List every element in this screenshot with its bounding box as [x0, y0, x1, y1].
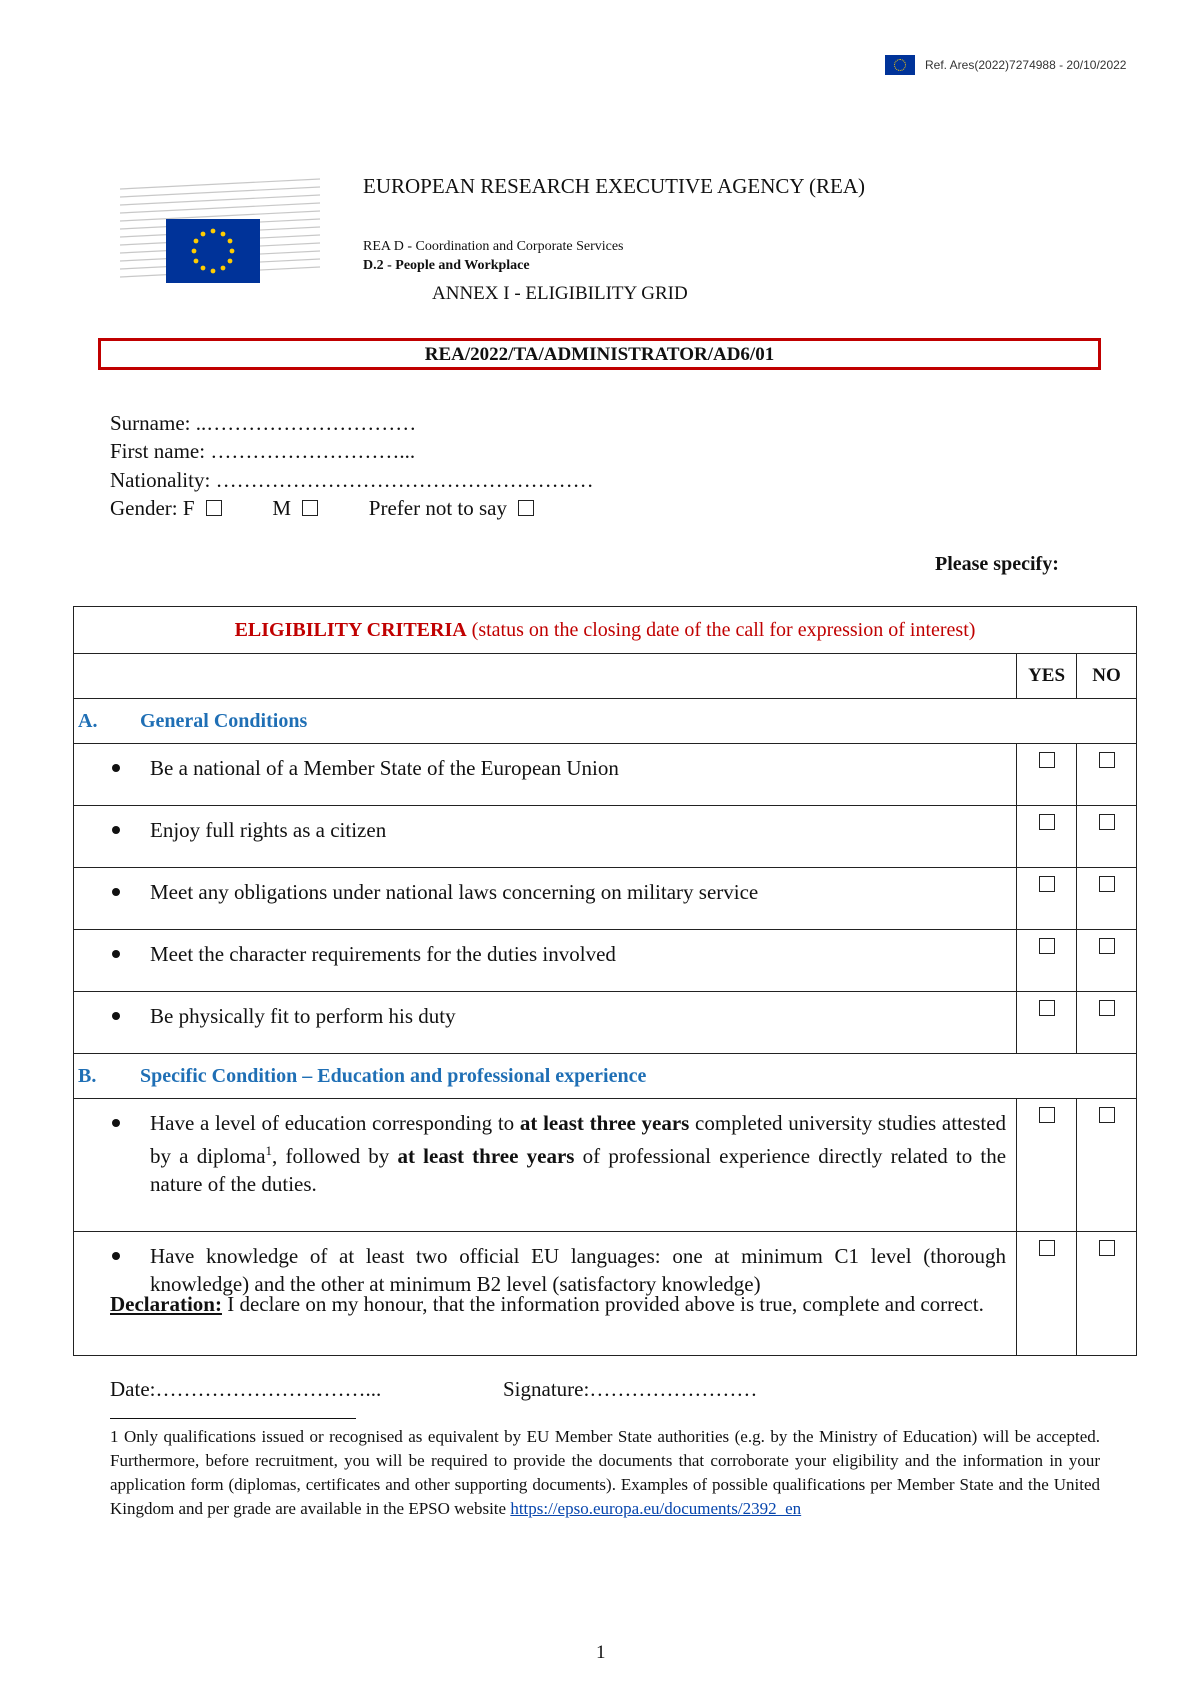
no-header: NO: [1077, 654, 1137, 699]
yes-no-header-row: [74, 654, 1137, 699]
criterion-text: Enjoy full rights as a citizen: [74, 806, 1017, 868]
declaration-text: I declare on my honour, that the information provided above is true, complete and correct.: [221, 1292, 984, 1316]
yes-checkbox[interactable]: [1039, 752, 1055, 768]
no-cell: [1077, 930, 1137, 992]
ares-reference-text: Ref. Ares(2022)7274988 - 20/10/2022: [925, 58, 1127, 72]
criterion-row: [74, 992, 1137, 1054]
yes-cell: [1017, 868, 1077, 930]
unit-line: D.2 - People and Workplace: [363, 258, 530, 273]
no-checkbox[interactable]: [1099, 814, 1115, 830]
no-cell: [1077, 992, 1137, 1054]
criteria-header: [74, 607, 1137, 654]
surname-field[interactable]: Surname: ..…………………………: [110, 411, 417, 435]
yes-checkbox[interactable]: [1039, 814, 1055, 830]
yes-cell: [1017, 744, 1077, 806]
bullet-icon: [112, 1012, 120, 1020]
section-a-letter: A.: [78, 709, 98, 732]
no-cell: [1077, 806, 1137, 868]
gender-m-label: M: [272, 496, 292, 520]
yes-checkbox[interactable]: [1039, 1000, 1055, 1016]
ares-reference: [885, 55, 1126, 75]
yes-header: YES: [1017, 654, 1077, 699]
section-a-title: General Conditions: [140, 709, 308, 732]
no-checkbox[interactable]: [1099, 876, 1115, 892]
european-commission-logo: [120, 175, 320, 285]
department-line: REA D - Coordination and Corporate Services: [363, 239, 624, 254]
date-field[interactable]: Date:…………………………...: [110, 1377, 382, 1401]
criterion-text: Meet any obligations under national laws concerning on military service: [74, 868, 1017, 930]
yes-cell: [1017, 1099, 1077, 1232]
declaration: [110, 1290, 1050, 1318]
yes-checkbox[interactable]: [1039, 938, 1055, 954]
criterion-text: Be a national of a Member State of the European Union: [74, 744, 1017, 806]
section-b-letter: B.: [78, 1064, 97, 1087]
please-specify: Please specify:: [935, 553, 1059, 575]
eligibility-table: [73, 606, 1137, 1356]
call-reference: REA/2022/TA/ADMINISTRATOR/AD6/01: [424, 344, 775, 365]
yes-checkbox[interactable]: [1039, 876, 1055, 892]
no-cell: [1077, 868, 1137, 930]
yes-cell: [1017, 806, 1077, 868]
no-checkbox[interactable]: [1099, 1107, 1115, 1123]
criteria-subtitle: (status on the closing date of the call for expression of interest): [466, 618, 976, 641]
bullet-icon: [112, 1252, 120, 1260]
gender-other-checkbox[interactable]: [518, 500, 534, 516]
section-b-heading: [74, 1054, 1137, 1099]
annex-title: ANNEX I - ELIGIBILITY GRID: [432, 283, 688, 304]
footnote-divider: [110, 1418, 356, 1419]
criteria-title: ELIGIBILITY CRITERIA: [234, 618, 467, 641]
criterion-text: Be physically fit to perform his duty: [74, 992, 1017, 1054]
footnote-text: 1 Only qualifications issued or recognised as equivalent by EU Member State authorities (e.g. by the Ministry of Education) will be accepted. Furthermore, before recruitment, you will be required to provide the documents that corroborate your eligibility and the information in your application form (diplomas, certificates and other supporting documents). Examples of possible qualifications per Member State and the United Kingdom and per grade are available in the EPSO website: [110, 1427, 1100, 1518]
first-name-field[interactable]: First name: ………………………...: [110, 439, 416, 463]
yes-cell: [1017, 930, 1077, 992]
criterion-text: Meet the character requirements for the duties involved: [74, 930, 1017, 992]
no-cell: [1077, 744, 1137, 806]
nationality-field[interactable]: Nationality: ………………………………………………: [110, 468, 594, 492]
bullet-icon: [112, 950, 120, 958]
yes-cell: [1017, 992, 1077, 1054]
criterion-row: [74, 930, 1137, 992]
gender-other-label: Prefer not to say: [368, 496, 507, 520]
criterion-row: [74, 868, 1137, 930]
gender-f-checkbox[interactable]: [206, 500, 222, 516]
criterion-row: [74, 744, 1137, 806]
no-cell: [1077, 1099, 1137, 1232]
no-checkbox[interactable]: [1099, 938, 1115, 954]
bullet-icon: [112, 888, 120, 896]
yes-checkbox[interactable]: [1039, 1107, 1055, 1123]
gender-m-checkbox[interactable]: [302, 500, 318, 516]
criterion-row: [74, 1099, 1137, 1232]
yes-checkbox[interactable]: [1039, 1240, 1055, 1256]
footnote-marker: 1: [265, 1143, 273, 1158]
section-a-row: [74, 699, 1137, 744]
eu-flag-icon: [885, 55, 915, 75]
criteria-header-row: [74, 607, 1137, 654]
criterion-text: Have a level of education corresponding to at least three years completed university studies attested by a diploma$^1$, followed by at least three years of professional experience directly related to the nature of the duties.: [74, 1099, 1017, 1232]
gender-row: [110, 496, 534, 521]
empty-cell: [74, 654, 1017, 699]
criterion-text: Have knowledge of at least two official EU languages: one at minimum C1 level (thorough knowledge) and the other at minimum B2 level (satisfactory knowledge): [74, 1232, 1017, 1356]
signature-field[interactable]: Signature:……………………: [503, 1377, 758, 1401]
page-number: 1: [596, 1642, 606, 1663]
bullet-icon: [112, 826, 120, 834]
section-b-row: [74, 1054, 1137, 1099]
criterion-row: [74, 806, 1137, 868]
call-reference-box: [98, 338, 1101, 370]
no-checkbox[interactable]: [1099, 752, 1115, 768]
section-b-title: Specific Condition – Education and professional experience: [140, 1064, 647, 1087]
epso-link[interactable]: https://epso.europa.eu/documents/2392_en: [510, 1499, 802, 1518]
section-a-heading: [74, 699, 1137, 744]
bullet-icon: [112, 764, 120, 772]
footnote: [110, 1425, 1100, 1521]
gender-label: Gender: F: [110, 496, 195, 520]
declaration-label: Declaration:: [110, 1292, 222, 1316]
agency-name: EUROPEAN RESEARCH EXECUTIVE AGENCY (REA): [363, 174, 866, 198]
bullet-icon: [112, 1119, 120, 1127]
no-cell: [1077, 1232, 1137, 1356]
no-checkbox[interactable]: [1099, 1240, 1115, 1256]
no-checkbox[interactable]: [1099, 1000, 1115, 1016]
